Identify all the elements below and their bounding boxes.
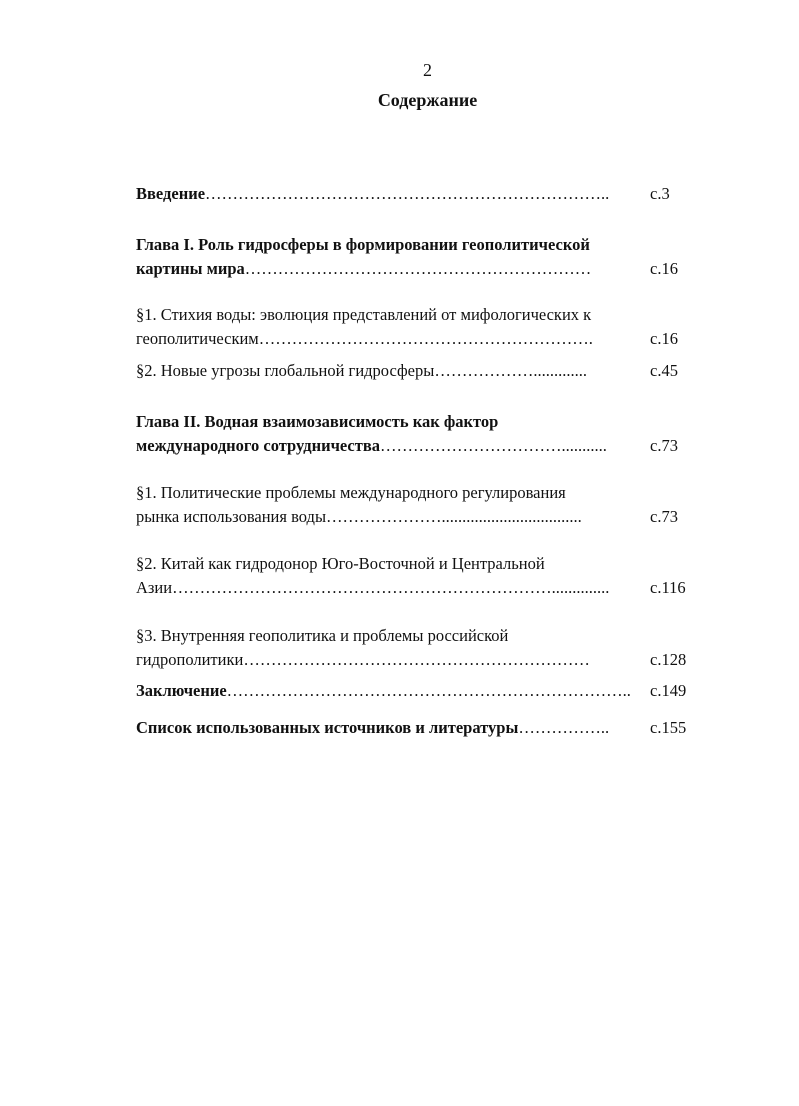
toc-dots: …………….. [518, 718, 610, 737]
toc-entry-section-2-3 [136, 624, 692, 672]
toc-entry-title-line-2: гидрополитики [136, 650, 244, 669]
toc-page-number: с.45 [650, 361, 678, 380]
toc-entry-title-line-2: геополитическим [136, 329, 259, 348]
toc-entry-title-line-1: §3. Внутренняя геополитика и проблемы российской [136, 626, 509, 645]
toc-page-number: с.3 [650, 184, 670, 203]
toc-dots: ………………............. [434, 361, 587, 380]
toc-entry-section-2-2 [136, 552, 692, 600]
toc-page-number: с.16 [650, 329, 678, 348]
toc-entry-conclusion [136, 679, 692, 703]
toc-entry-title-line-2: рынка использования воды [136, 507, 327, 526]
toc-entry-title-line-2: международного сотрудничества [136, 436, 381, 455]
toc-entry-title-line-1: §1. Стихия воды: эволюция представлений от мифологических к [136, 305, 592, 324]
toc-dots: ………………….................................. [326, 507, 582, 526]
toc-dots: …………………………………………………………….............. [172, 578, 610, 597]
toc-entry-title-line-1: Глава II. Водная взаимозависимость как фактор [136, 412, 499, 431]
toc-entry-section-1-1 [136, 303, 692, 351]
toc-dots: ……………………………………………………… [243, 650, 590, 669]
toc-entry-title-line-1: Глава I. Роль гидросферы в формировании геополитической [136, 235, 590, 254]
toc-entry-title-line-1: §2. Китай как гидродонор Юго-Восточной и Центральной [136, 554, 545, 573]
toc-page-number: с.149 [650, 681, 687, 700]
toc-page-number: с.73 [650, 507, 678, 526]
toc-entry-chapter-2 [136, 410, 692, 458]
toc-entry-title: Список использованных источников и литературы [136, 718, 519, 737]
toc-entry-title-line-2: картины мира [136, 259, 245, 278]
toc-dots: ……………………………………………………………….. [226, 681, 631, 700]
toc-entry-title-line-1: §1. Политические проблемы международного регулирования [136, 483, 566, 502]
toc-entry-title: Заключение [136, 681, 227, 700]
toc-entry-section-2-1 [136, 481, 692, 529]
toc-dots: ……………………………………………………… [244, 259, 592, 278]
toc-entry-title-line-2: Азии [136, 578, 173, 597]
toc-entry-chapter-1 [136, 233, 692, 281]
toc-entry-title: §2. Новые угрозы глобальной гидросферы [136, 361, 435, 380]
toc-dots: ……………………………........... [380, 436, 607, 455]
toc-entry-title: Введение [136, 184, 206, 203]
toc-page-number: с.73 [650, 436, 678, 455]
document-title: Содержание [377, 90, 478, 110]
toc-entry-bibliography [136, 716, 692, 740]
toc-dots: ……………………………………………………………….. [205, 184, 610, 203]
toc-page-number: с.128 [650, 650, 687, 669]
toc-page-number: с.116 [650, 578, 686, 597]
toc-page-number: с.155 [650, 718, 687, 737]
page-number: 2 [423, 60, 432, 80]
toc-page-number: с.16 [650, 259, 678, 278]
toc-entry-section-1-2 [136, 359, 692, 383]
toc-entry-introduction [136, 182, 692, 206]
toc-dots: ……………………………………………………. [258, 329, 593, 348]
